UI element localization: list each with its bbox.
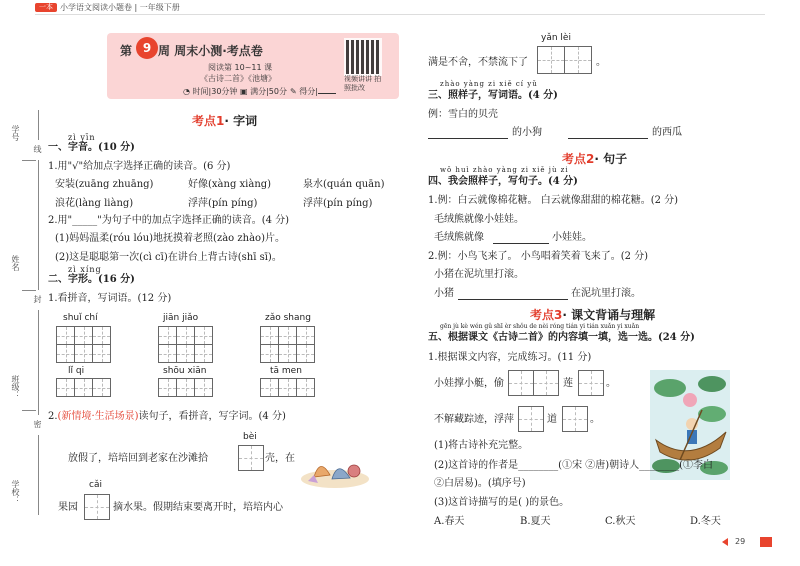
writing-box[interactable] bbox=[238, 445, 264, 471]
poem-line: 道 bbox=[547, 414, 557, 425]
option-c[interactable]: C.秋天 bbox=[605, 516, 636, 527]
header-divider bbox=[35, 14, 765, 15]
question-5-title: 五、根据课文《古诗二首》的内容填一填，选一选。(24 分) bbox=[428, 332, 695, 343]
section-heading-kp3: 考点3· 课文背诵与理解 bbox=[530, 308, 656, 322]
question-5-b-cont: ②白居易)。(填序号) bbox=[434, 478, 526, 489]
question-4-2: 2.例：小鸟飞来了。 小鸟唱着笑着飞来了。(2 分) bbox=[428, 251, 649, 262]
pinyin-prompt: shōu xiān bbox=[163, 366, 207, 376]
phrase-text: 的小狗 bbox=[512, 127, 542, 138]
sentence-choice[interactable]: (2)这是聪聪第一次(cì cī)在讲台上背古诗(shī sī)。 bbox=[55, 252, 282, 263]
reading-choice[interactable]: 好像(xàng xiàng) bbox=[188, 179, 272, 190]
section-heading-kp1: 考点1· 字词 bbox=[192, 114, 258, 128]
page-number: 29 bbox=[735, 537, 746, 546]
field-line bbox=[22, 290, 36, 291]
poem-line: 不解藏踪迹，浮萍 bbox=[434, 414, 514, 425]
book-title: 小学语文阅读小题卷 | 一年级下册 bbox=[60, 3, 180, 12]
qr-caption: 视频讲讲 拍照批改 bbox=[344, 75, 382, 92]
pinyin-hint: zì xíng bbox=[68, 265, 102, 274]
pinyin-prompt: cǎi bbox=[89, 480, 102, 490]
writing-grid[interactable] bbox=[260, 378, 315, 397]
pinyin-prompt: lǐ qi bbox=[68, 366, 85, 376]
prev-page-arrow-icon bbox=[722, 538, 728, 546]
option-a[interactable]: A.春天 bbox=[434, 516, 465, 527]
pinyin-prompt: bèi bbox=[243, 432, 257, 442]
writing-grid[interactable] bbox=[508, 370, 559, 396]
pinyin-prompt: yǎn lèi bbox=[541, 33, 571, 43]
lesson-titles: 《古诗二首》《池塘》 bbox=[200, 74, 276, 83]
student-id-label: 学号 bbox=[11, 125, 20, 141]
pinyin-hint: gēn jù kè wén gǔ shī èr shǒu de nèi róng tián yi tián xuǎn yi xuǎn bbox=[440, 323, 640, 330]
question-1-2: 2.用"_____"为句子中的加点字选择正确的读音。(4 分) bbox=[48, 215, 290, 226]
story-text: 满是不舍，不禁流下了 bbox=[428, 57, 528, 68]
field-line bbox=[22, 410, 36, 411]
seal-mark: 密 bbox=[33, 420, 42, 428]
option-b[interactable]: B.夏天 bbox=[520, 516, 551, 527]
question-2-2: 2.(新情境·生活场景)读句子，看拼音，写字词。(4 分) bbox=[48, 411, 286, 422]
prompt-sentence: 在泥坑里打滚。 bbox=[571, 288, 641, 299]
story-text: 果园 bbox=[58, 502, 78, 513]
week-title: 第 周 周末小测·考点卷 bbox=[120, 44, 263, 58]
question-2-1: 1.看拼音，写词语。(12 分) bbox=[48, 293, 172, 304]
reading-choice[interactable]: 浮萍(pín píng) bbox=[188, 198, 258, 209]
poem-line: 。 bbox=[590, 414, 600, 425]
class-label: 班级： bbox=[11, 375, 20, 399]
seal-line bbox=[38, 435, 39, 515]
question-4-title: 四、我会照样子，写句子。(4 分) bbox=[428, 176, 578, 187]
writing-grid[interactable] bbox=[518, 406, 544, 432]
writing-box[interactable] bbox=[84, 494, 110, 520]
option-d[interactable]: D.冬天 bbox=[690, 516, 721, 527]
reading-range: 阅读第 10~11 课 bbox=[208, 63, 273, 72]
writing-grid[interactable] bbox=[56, 344, 111, 363]
answer-blank[interactable] bbox=[458, 298, 568, 300]
question-5-b: (2)这首诗的作者是________(①宋 ②唐)朝诗人________(①李白 bbox=[434, 460, 714, 471]
writing-grid[interactable] bbox=[158, 344, 213, 363]
writing-grid[interactable] bbox=[56, 378, 111, 397]
writing-grid[interactable] bbox=[562, 406, 588, 432]
prompt-sentence: 小猪 bbox=[434, 288, 454, 299]
writing-grid[interactable] bbox=[158, 326, 213, 345]
story-text: 放假了，培培回到老家在沙滩拾 bbox=[68, 453, 208, 464]
question-4-1: 1.例：白云就像棉花糖。 白云就像甜甜的棉花糖。(2 分) bbox=[428, 195, 679, 206]
seal-line bbox=[38, 310, 39, 415]
school-label: 学校： bbox=[11, 480, 20, 504]
story-text: 摘水果。假期结束要离开时，培培内心 bbox=[113, 502, 283, 513]
seal-line bbox=[38, 160, 39, 290]
question-5-a: (1)将古诗补充完整。 bbox=[434, 440, 529, 451]
qr-code[interactable] bbox=[344, 38, 382, 76]
poem-line: 。 bbox=[606, 378, 616, 389]
seal-mark: 封 bbox=[33, 295, 42, 303]
pinyin-prompt: shuǐ chí bbox=[63, 313, 98, 323]
answer-blank[interactable] bbox=[428, 137, 508, 139]
sentence-choice[interactable]: (1)妈妈温柔(róu lóu)地抚摸着老照(zào zhào)片。 bbox=[55, 233, 285, 244]
time-limit: ◔ 时间|30分钟 bbox=[183, 87, 238, 96]
full-score: ▣ 满分|50分 bbox=[240, 87, 287, 96]
reading-choice[interactable]: 浮萍(pín píng) bbox=[303, 198, 373, 209]
prompt-sentence: 小猪在泥坑里打滚。 bbox=[434, 269, 524, 280]
pinyin-prompt: jiān jiǎo bbox=[163, 313, 199, 323]
writing-grid[interactable] bbox=[56, 326, 111, 345]
story-text: 壳，在 bbox=[265, 453, 295, 464]
seashells-illustration bbox=[300, 445, 370, 490]
score-field[interactable]: ✎ 得分| bbox=[290, 86, 336, 97]
prompt-sentence: 毛绒熊就像 bbox=[434, 232, 484, 243]
poem-line: 小娃撑小艇，偷 bbox=[434, 378, 504, 389]
reading-choice[interactable]: 安装(zuāng zhuāng) bbox=[55, 179, 154, 190]
writing-grid[interactable] bbox=[578, 370, 604, 396]
question-5-c: (3)这首诗描写的是( )的景色。 bbox=[434, 497, 570, 508]
prompt-sentence: 毛绒熊就像小娃娃。 bbox=[434, 214, 524, 225]
pinyin-hint: zhào yàng zi xiě cí yǔ bbox=[440, 80, 538, 88]
field-line bbox=[22, 160, 36, 161]
seal-mark: 线 bbox=[33, 145, 42, 153]
week-number-badge: 9 bbox=[136, 37, 158, 59]
writing-grid[interactable] bbox=[158, 378, 213, 397]
writing-grid[interactable] bbox=[260, 344, 315, 363]
question-5-1: 1.根据课文内容，完成练习。(11 分) bbox=[428, 352, 592, 363]
example-text: 例：雪白的贝壳 bbox=[428, 109, 498, 120]
reading-choice[interactable]: 浪花(làng liàng) bbox=[55, 198, 134, 209]
poem-line: 莲 bbox=[563, 378, 573, 389]
pinyin-hint: zì yīn bbox=[68, 133, 96, 142]
pinyin-prompt: tā men bbox=[270, 366, 302, 376]
writing-grid[interactable] bbox=[260, 326, 315, 345]
reading-choice[interactable]: 泉水(quán quān) bbox=[303, 179, 385, 190]
question-2-title: 二、字形。(16 分) bbox=[48, 274, 135, 285]
writing-grid[interactable] bbox=[537, 46, 592, 74]
pinyin-prompt: zǎo shang bbox=[265, 313, 311, 323]
pinyin-hint: wǒ huì zhào yàng zi xiě jù zi bbox=[440, 166, 569, 174]
question-1-1: 1.用"√"给加点字选择正确的读音。(6 分) bbox=[48, 161, 231, 172]
phrase-text: 的西瓜 bbox=[652, 127, 682, 138]
page-tab bbox=[760, 537, 772, 547]
prompt-sentence: 小娃娃。 bbox=[552, 232, 592, 243]
question-1-title: 一、字音。(10 分) bbox=[48, 142, 135, 153]
answer-blank[interactable] bbox=[568, 137, 648, 139]
question-3-title: 三、照样子，写词语。(4 分) bbox=[428, 90, 558, 101]
section-heading-kp2: 考点2· 句子 bbox=[562, 152, 628, 166]
brand-logo: 一本 bbox=[35, 3, 57, 12]
seal-line bbox=[38, 110, 39, 140]
story-text: 。 bbox=[596, 57, 606, 68]
name-label: 姓名 bbox=[11, 255, 20, 271]
answer-blank[interactable] bbox=[493, 242, 549, 244]
